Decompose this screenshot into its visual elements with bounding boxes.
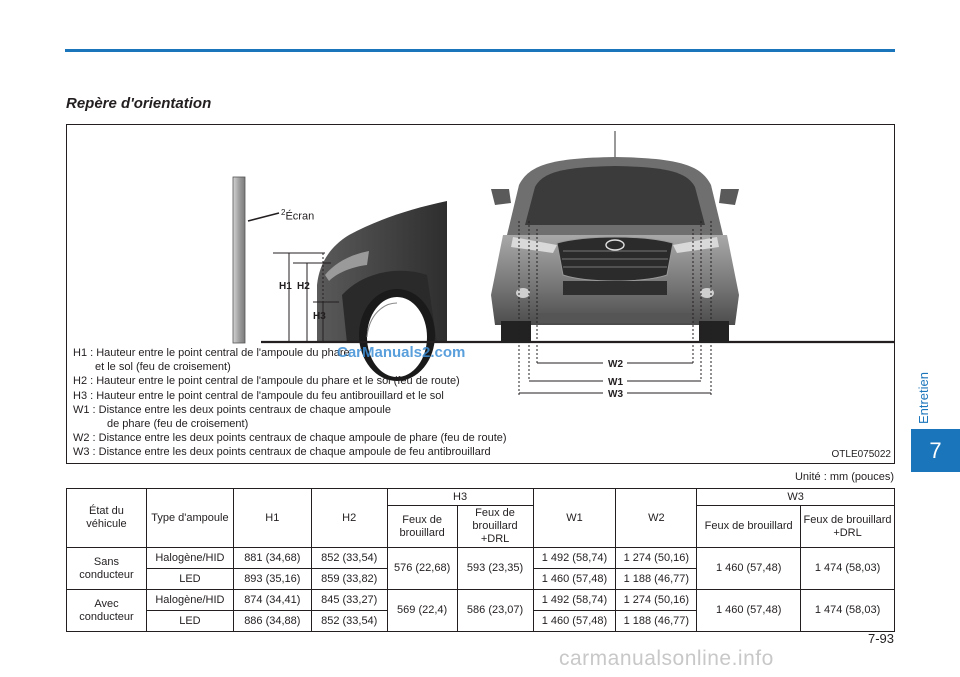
cell-w3-fog: 1 460 (57,48)	[697, 548, 801, 590]
header-h3-fog: Feux de brouillard	[387, 506, 457, 548]
cell-h3-fog-drl: 586 (23,07)	[457, 590, 533, 632]
legend-line: W2 : Distance entre les deux points centraux de chaque ampoule de phare (feu de route)	[73, 432, 507, 445]
cell-w2: 1 274 (50,16)	[616, 590, 697, 611]
cell-h2: 852 (33,54)	[311, 548, 387, 569]
header-w3-fog-drl: Feux de brouillard +DRL	[801, 506, 895, 548]
cell-h2: 852 (33,54)	[311, 611, 387, 632]
screen-label-text: Écran	[285, 210, 315, 223]
h3-label: H3	[313, 311, 326, 322]
cell-vehicle-state: Avec conducteur	[67, 590, 147, 632]
cell-h3-fog-drl: 593 (23,35)	[457, 548, 533, 590]
cell-w3-fog: 1 460 (57,48)	[697, 590, 801, 632]
cell-h1: 893 (35,16)	[233, 569, 311, 590]
screen-pointer	[248, 213, 279, 221]
legend-line: de phare (feu de croisement)	[107, 418, 249, 431]
cell-w3-fog-drl: 1 474 (58,03)	[801, 590, 895, 632]
header-h3-fog-drl: Feux de brouillard +DRL	[457, 506, 533, 548]
table-row	[67, 548, 895, 569]
h2-label: H2	[297, 281, 310, 292]
screen-label-number: 2	[281, 208, 286, 217]
cell-w3-fog-drl: 1 474 (58,03)	[801, 548, 895, 590]
chapter-tab: 7	[911, 429, 960, 472]
figure-legend	[73, 346, 507, 460]
legend-line: W3 : Distance entre les deux points centraux de chaque ampoule de feu antibrouillard	[73, 446, 491, 459]
cell-w2: 1 274 (50,16)	[616, 548, 697, 569]
header-bulb-type: Type d'ampoule	[146, 489, 233, 548]
header-w3: W3	[697, 489, 895, 506]
legend-line: H2 : Hauteur entre le point central de l'ampoule du phare et le sol (feu de route)	[73, 375, 460, 388]
cell-h1: 886 (34,88)	[233, 611, 311, 632]
cell-h2: 859 (33,82)	[311, 569, 387, 590]
front-view-car	[491, 131, 739, 343]
cell-w1: 1 460 (57,48)	[533, 569, 616, 590]
section-title: Repère d'orientation	[66, 95, 212, 112]
header-vehicle-state: État du véhicule	[67, 489, 147, 548]
legend-line: H3 : Hauteur entre le point central de l'ampoule du feu antibrouillard et le sol	[73, 389, 444, 402]
cell-w1: 1 492 (58,74)	[533, 590, 616, 611]
h1-label: H1	[279, 281, 292, 292]
cell-h1: 874 (34,41)	[233, 590, 311, 611]
page-number: 7-93	[867, 631, 894, 646]
header-w2: W2	[616, 489, 697, 548]
cell-w2: 1 188 (46,77)	[616, 611, 697, 632]
cell-h1: 881 (34,68)	[233, 548, 311, 569]
cell-w1: 1 460 (57,48)	[533, 611, 616, 632]
header-w1: W1	[533, 489, 616, 548]
cell-bulb-type: LED	[146, 569, 233, 590]
w1-label: W1	[608, 377, 623, 388]
legend-line: W1 : Distance entre les deux points centraux de chaque ampoule	[73, 403, 391, 416]
figure-watermark: CarManuals2.com	[337, 344, 466, 361]
w2-label: W2	[608, 359, 623, 370]
screen-label	[281, 208, 314, 223]
aiming-figure	[66, 124, 895, 464]
aiming-table	[66, 488, 895, 632]
header-w3-fog: Feux de brouillard	[697, 506, 801, 548]
unit-label: Unité : mm (pouces)	[794, 471, 894, 483]
cell-bulb-type: Halogène/HID	[146, 548, 233, 569]
w3-label: W3	[608, 389, 623, 400]
cell-vehicle-state: Sans conducteur	[67, 548, 147, 590]
cell-h3-fog: 576 (22,68)	[387, 548, 457, 590]
cell-bulb-type: Halogène/HID	[146, 590, 233, 611]
screen-panel	[233, 177, 245, 343]
cell-bulb-type: LED	[146, 611, 233, 632]
header-h1: H1	[233, 489, 311, 548]
side-tab-label: Entretien	[916, 372, 931, 425]
figure-code: OTLE075022	[831, 449, 891, 460]
cell-w1: 1 492 (58,74)	[533, 548, 616, 569]
top-rule	[65, 49, 895, 52]
header-h2: H2	[311, 489, 387, 548]
header-h3: H3	[387, 489, 533, 506]
cell-h3-fog: 569 (22,4)	[387, 590, 457, 632]
legend-line: et le sol (feu de croisement)	[95, 361, 231, 374]
table-row	[67, 590, 895, 611]
footer-watermark: carmanualsonline.info	[559, 647, 774, 670]
cell-w2: 1 188 (46,77)	[616, 569, 697, 590]
cell-h2: 845 (33,27)	[311, 590, 387, 611]
legend-line: H1 : Hauteur entre le point central de l'ampoule du phare	[73, 347, 350, 359]
